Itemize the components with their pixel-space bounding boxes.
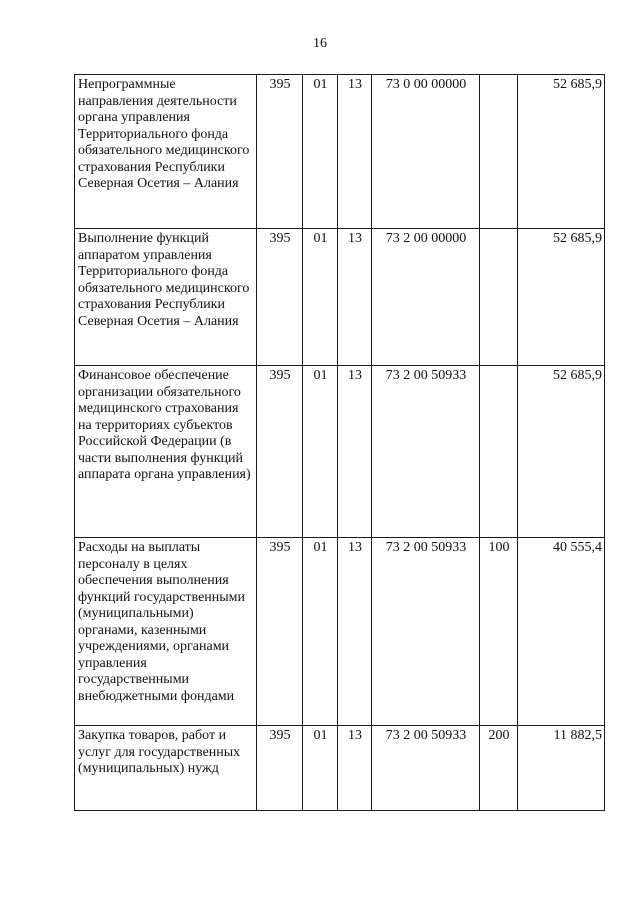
row-gov-code-cell: 395	[257, 75, 303, 229]
row-target-article-cell: 73 0 00 00000	[372, 75, 480, 229]
row-subsection-cell: 13	[338, 538, 372, 726]
row-section-cell: 01	[303, 75, 338, 229]
row-subsection-cell: 13	[338, 75, 372, 229]
page-number: 16	[313, 36, 327, 51]
table-row	[75, 366, 605, 538]
row-expense-type-cell	[480, 75, 518, 229]
budget-table	[74, 74, 605, 811]
row-name-cell: Выполнение функций аппаратом управления Территориального фонда обязательного медицинского страхования Республики Северная Осетия – Алания	[75, 229, 257, 366]
row-gov-code-cell: 395	[257, 229, 303, 366]
row-expense-type-cell	[480, 366, 518, 538]
row-gov-code-cell: 395	[257, 726, 303, 811]
table-row	[75, 229, 605, 366]
table-row	[75, 538, 605, 726]
row-subsection-cell: 13	[338, 229, 372, 366]
row-target-article-cell: 73 2 00 50933	[372, 366, 480, 538]
row-subsection-cell: 13	[338, 726, 372, 811]
row-expense-type-cell: 200	[480, 726, 518, 811]
table-row	[75, 726, 605, 811]
row-target-article-cell: 73 2 00 50933	[372, 538, 480, 726]
row-section-cell: 01	[303, 726, 338, 811]
row-name-cell: Закупка товаров, работ и услуг для государственных (муниципальных) нужд	[75, 726, 257, 811]
row-gov-code-cell: 395	[257, 538, 303, 726]
row-gov-code-cell: 395	[257, 366, 303, 538]
row-subsection-cell: 13	[338, 366, 372, 538]
row-section-cell: 01	[303, 366, 338, 538]
row-section-cell: 01	[303, 538, 338, 726]
row-sum-cell: 52 685,9	[518, 75, 605, 229]
row-sum-cell: 52 685,9	[518, 229, 605, 366]
row-target-article-cell: 73 2 00 50933	[372, 726, 480, 811]
row-sum-cell: 11 882,5	[518, 726, 605, 811]
row-section-cell: 01	[303, 229, 338, 366]
table-row	[75, 75, 605, 229]
row-expense-type-cell: 100	[480, 538, 518, 726]
row-sum-cell: 40 555,4	[518, 538, 605, 726]
row-name-cell: Финансовое обеспечение организации обязательного медицинского страхования на территориях субъектов Российской Федерации (в части выполнения функций аппарата органа управления)	[75, 366, 257, 538]
row-target-article-cell: 73 2 00 00000	[372, 229, 480, 366]
row-expense-type-cell	[480, 229, 518, 366]
row-name-cell: Расходы на выплаты персоналу в целях обеспечения выполнения функций государственными (муниципальными) органами, казенными учреждениями, органами управления государственными внебюджетными фондами	[75, 538, 257, 726]
row-sum-cell: 52 685,9	[518, 366, 605, 538]
row-name-cell: Непрограммные направления деятельности органа управления Территориального фонда обязательного медицинского страхования Республики Северная Осетия – Алания	[75, 75, 257, 229]
